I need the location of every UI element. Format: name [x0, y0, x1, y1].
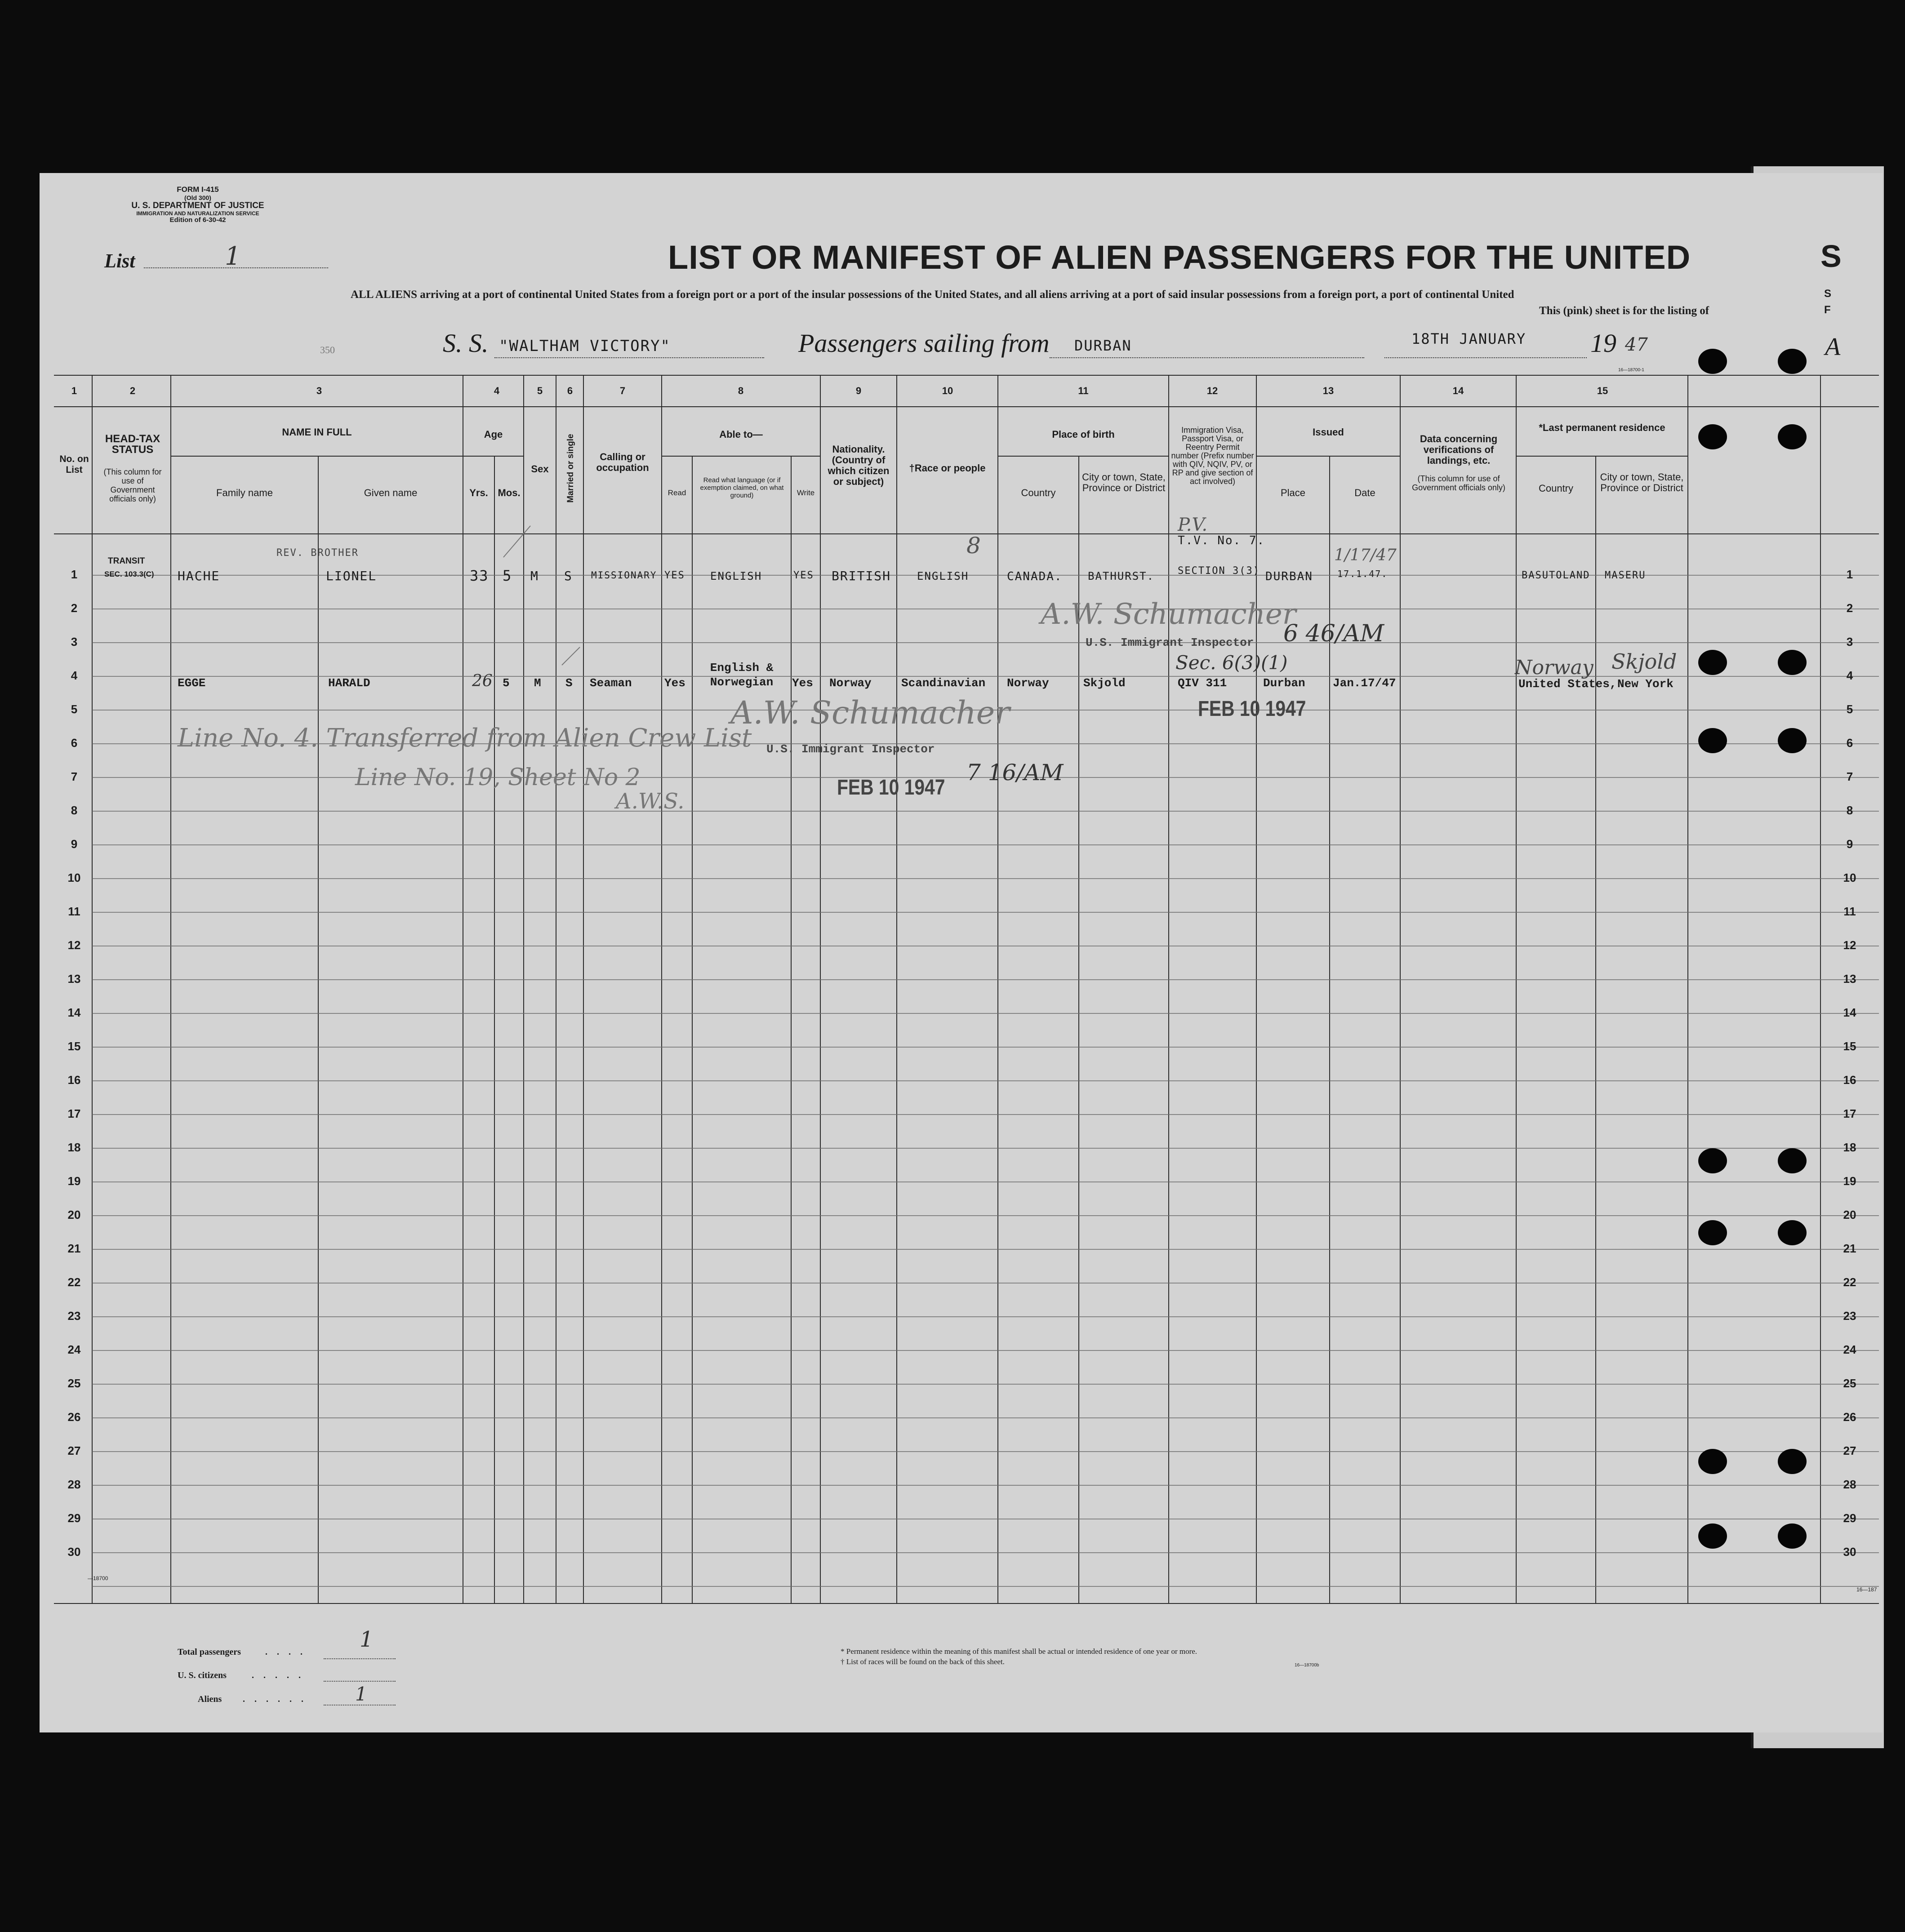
row-number-right: 17: [1843, 1107, 1856, 1120]
col-num-11: 11: [1078, 385, 1089, 396]
r1-age-mos: 5: [503, 567, 512, 584]
r1-nationality: BRITISH: [832, 568, 891, 583]
r4-residence-country: United States,: [1518, 677, 1617, 691]
r4-sex: M: [534, 676, 541, 690]
inspector-stamp-2: U.S. Immigrant Inspector: [766, 742, 935, 756]
col-num-2: 2: [129, 385, 136, 396]
r1-issued-date: 17.1.47.: [1337, 568, 1388, 579]
header-given-name: Given name: [364, 487, 418, 498]
row-number-right: 24: [1843, 1343, 1856, 1356]
header-yrs: Yrs.: [469, 487, 488, 498]
r4-birth-city: Skjold: [1083, 676, 1126, 690]
header-head-tax: HEAD-TAX STATUS: [105, 433, 160, 456]
row-number-right: 16: [1843, 1073, 1856, 1087]
right-page-letter: S: [1820, 239, 1842, 274]
inspector-stamp-1: U.S. Immigrant Inspector: [1086, 636, 1254, 649]
r4-given-name: HARALD: [328, 676, 370, 690]
r4-write: Yes: [792, 676, 813, 690]
row-number-right: 2: [1846, 601, 1853, 615]
right-page-line-2: F: [1824, 304, 1831, 316]
row-number-right: 8: [1846, 804, 1853, 817]
punch-hole: [1698, 1523, 1727, 1549]
header-name-in-full: NAME IN FULL: [282, 426, 352, 438]
row-number-right: 29: [1843, 1511, 1856, 1525]
row-number-left: 15: [67, 1039, 81, 1053]
row-number-right: 11: [1843, 905, 1856, 918]
r4-issued-date: Jan.17/47: [1333, 676, 1396, 690]
form-code: FORM I-415: [177, 185, 219, 194]
transfer-note-line: Line No. 19, Sheet No 2: [355, 764, 641, 791]
header-nationality: Nationality. (Country of which citizen or subject): [828, 444, 890, 487]
header-residence-city: City or town, State, Province or District: [1600, 471, 1684, 493]
r1-age-yrs: 33: [470, 567, 489, 584]
dots-3: . . . . . .: [243, 1694, 307, 1704]
edition: Edition of 6-30-42: [169, 216, 226, 224]
row-number-right: 22: [1843, 1275, 1856, 1289]
header-race: †Race or people: [909, 462, 986, 474]
row-number-left: 13: [67, 972, 81, 986]
header-married: Married or single: [566, 434, 575, 503]
col-num-1: 1: [71, 385, 77, 396]
row-number-right: 27: [1843, 1444, 1856, 1457]
r1-family-name: HACHE: [178, 568, 220, 583]
row-number-left: 1: [71, 568, 78, 581]
row-number-right: 15: [1843, 1039, 1856, 1053]
r4-residence-city: New York: [1617, 677, 1674, 691]
r1-birth-country: CANADA.: [1007, 570, 1063, 583]
date-stamp-2: FEB 10 1947: [837, 776, 945, 799]
header-birth-country: Country: [1021, 487, 1056, 498]
form-old: (Old 300): [184, 194, 211, 201]
header-read: Read: [668, 489, 686, 497]
col-num-13: 13: [1322, 385, 1334, 396]
header-sex: Sex: [531, 463, 549, 475]
punch-hole: [1778, 1220, 1807, 1245]
row-number-right: 7: [1846, 770, 1853, 783]
col-num-10: 10: [942, 385, 953, 396]
total-passengers-line: [324, 1658, 396, 1659]
row-number-left: 8: [71, 804, 78, 817]
punch-hole: [1778, 1523, 1807, 1549]
r4-age-yrs: 26: [472, 672, 493, 690]
r1-occupation: MISSIONARY: [591, 570, 657, 581]
footnote-code: 16—18700b: [1295, 1663, 1319, 1668]
r1-write: YES: [793, 570, 814, 581]
list-value: 1: [225, 242, 241, 271]
row-number-left: 23: [67, 1309, 81, 1323]
transfer-note-initials: A.W.S.: [616, 789, 685, 814]
header-visa: Immigration Visa, Passport Visa, or Reentry Permit number (Prefix number with QIV, NQIV, PV, or RP and give section of act involved): [1171, 426, 1254, 486]
signature-1: A.W. Schumacher: [1041, 598, 1296, 631]
row-number-right: 18: [1843, 1141, 1856, 1154]
row-number-left: 18: [67, 1141, 81, 1154]
inspection-time-1: 6 46/AM: [1283, 620, 1384, 647]
r1-visa-top: P.V.: [1178, 515, 1208, 535]
punch-hole: [1698, 1220, 1727, 1245]
header-birth-city: City or town, State, Province or District: [1082, 471, 1166, 493]
year-suffix: 47: [1625, 334, 1648, 355]
header-write: Write: [797, 489, 815, 497]
col-num-7: 7: [619, 385, 626, 396]
punch-hole: [1698, 1449, 1727, 1474]
dots-2: . . . . .: [252, 1670, 304, 1680]
form-number-right: 16—18700-1: [1618, 368, 1644, 373]
col-num-12: 12: [1206, 385, 1218, 396]
row-number-left: 22: [67, 1275, 81, 1289]
right-page-a: A: [1825, 333, 1841, 361]
row-number-left: 7: [71, 770, 78, 783]
r1-given-name: LIONEL: [326, 568, 377, 583]
col-num-8: 8: [738, 385, 744, 396]
us-citizens-label: U. S. citizens: [178, 1670, 227, 1680]
row-number-left: 17: [67, 1107, 81, 1120]
row-number-left: 4: [71, 669, 78, 682]
row-number-right: 26: [1843, 1410, 1856, 1424]
row-number-right: 13: [1843, 972, 1856, 986]
row-number-right: 9: [1846, 837, 1853, 851]
r4-language: English & Norwegian: [710, 661, 774, 689]
service: IMMIGRATION AND NATURALIZATION SERVICE: [136, 210, 259, 217]
r4-issued-place: Durban: [1263, 676, 1305, 690]
row-number-right: 4: [1846, 669, 1853, 682]
punch-hole: [1698, 424, 1727, 449]
total-passengers-value: 1: [360, 1627, 374, 1652]
ss-label: S. S.: [443, 329, 489, 358]
row-number-right: 1: [1846, 568, 1853, 581]
punch-hole: [1778, 1449, 1807, 1474]
footnote-races: † List of races will be found on the back of this sheet.: [841, 1657, 1005, 1666]
header-calling: Calling or occupation: [596, 451, 649, 473]
inspection-time-2: 7 16/AM: [966, 759, 1064, 786]
date-stamp-1: FEB 10 1947: [1198, 697, 1306, 721]
row-number-left: 5: [71, 702, 78, 716]
r4-marital: S: [565, 676, 573, 690]
r4-race: Scandinavian: [901, 676, 986, 690]
row-number-left: 6: [71, 736, 78, 750]
aliens-value: 1: [355, 1683, 367, 1705]
punch-hole: [1698, 1148, 1727, 1173]
row-number-right: 23: [1843, 1309, 1856, 1323]
ship-name: "WALTHAM VICTORY": [499, 337, 671, 355]
manifest-title: LIST OR MANIFEST OF ALIEN PASSENGERS FOR THE UNITED: [668, 239, 1691, 276]
row-number-left: 20: [67, 1208, 81, 1221]
us-citizens-line: [324, 1681, 396, 1682]
right-page-line-1: S: [1824, 288, 1832, 300]
punch-hole: [1698, 349, 1727, 374]
manifest-subtitle: ALL ALIENS arriving at a port of continental United States from a foreign port or a port of the insular possessions of the United States, and all aliens arriving at a port of said insular possessions from a foreign port, a port of continental United: [351, 289, 1514, 301]
row-number-right: 28: [1843, 1478, 1856, 1491]
row-number-left: 24: [67, 1343, 81, 1356]
header-verifications-note: (This column for use of Government officials only): [1412, 474, 1505, 492]
r4-residence-city-hand: Skjold: [1611, 649, 1677, 674]
row-number-left: 9: [71, 837, 78, 851]
header-no-on-list: No. on List: [59, 454, 89, 475]
pencil-note: 350: [320, 344, 335, 355]
form-number-bottom-right: 16—187: [1856, 1586, 1877, 1593]
row-number-left: 26: [67, 1410, 81, 1424]
row-number-left: 10: [67, 871, 81, 884]
row-number-right: 20: [1843, 1208, 1856, 1221]
header-residence-country: Country: [1538, 483, 1574, 494]
r1-marital: S: [564, 568, 573, 583]
header-able-to: Able to—: [719, 429, 763, 440]
r4-age-mos: 5: [503, 676, 510, 690]
transfer-note: Line No. 4. Transferred from Alien Crew List: [178, 724, 752, 753]
r1-issued-date-hand: 1/17/47: [1334, 546, 1397, 564]
row-number-right: 5: [1846, 702, 1853, 716]
header-issued-place: Place: [1280, 487, 1306, 498]
col-num-4: 4: [494, 385, 500, 396]
row-number-right: 21: [1843, 1242, 1856, 1255]
r1-visa-mid: T.V. No. 7.: [1178, 534, 1265, 547]
list-label: List: [104, 250, 135, 272]
row-number-left: 12: [67, 938, 81, 952]
row-number-left: 3: [71, 635, 78, 648]
r1-residence-city: MASERU: [1605, 570, 1646, 581]
r1-visa: SECTION 3(3): [1178, 565, 1260, 577]
header-language: Read what language (or if exemption claimed, on what ground): [700, 476, 784, 499]
r4-birth-country: Norway: [1007, 676, 1049, 690]
header-family-name: Family name: [216, 487, 273, 498]
header-issued-date: Date: [1354, 487, 1375, 498]
header-age: Age: [484, 429, 503, 440]
row-number-left: 29: [67, 1511, 81, 1525]
row-number-left: 30: [67, 1545, 81, 1559]
r1-race-mark: 8: [966, 533, 981, 559]
header-last-residence: *Last permanent residence: [1539, 422, 1665, 433]
punch-hole: [1698, 650, 1727, 675]
sailing-date: 18TH JANUARY: [1411, 330, 1527, 347]
punch-hole: [1778, 349, 1807, 374]
row-number-left: 2: [71, 601, 78, 615]
punch-hole: [1778, 728, 1807, 753]
header-place-of-birth: Place of birth: [1052, 429, 1115, 440]
col-num-9: 9: [855, 385, 862, 396]
row-number-left: 21: [67, 1242, 81, 1255]
r1-issued-place: DURBAN: [1265, 570, 1313, 583]
department: U. S. DEPARTMENT OF JUSTICE: [131, 201, 264, 210]
r4-residence-country-hand: Norway: [1515, 656, 1593, 679]
punch-hole: [1778, 1148, 1807, 1173]
row-number-right: 12: [1843, 938, 1856, 952]
sailing-label: Passengers sailing from: [798, 329, 1050, 358]
manifest-subtitle-2: This (pink) sheet is for the listing of: [1539, 305, 1709, 317]
r1-language: ENGLISH: [710, 570, 762, 582]
col-num-14: 14: [1452, 385, 1464, 396]
r4-read: Yes: [664, 676, 685, 690]
dots-1: . . . .: [265, 1647, 306, 1657]
row-number-left: 14: [67, 1006, 81, 1019]
col-num-15: 15: [1597, 385, 1608, 396]
aliens-label: Aliens: [198, 1694, 222, 1704]
r4-visa: QIV 311: [1178, 676, 1227, 690]
footnote-residence: * Permanent residence within the meaning of this manifest shall be actual or intended residence of one year or more.: [841, 1647, 1197, 1656]
signature-2: A.W. Schumacher: [730, 694, 1010, 731]
row-number-right: 19: [1843, 1174, 1856, 1188]
col-num-5: 5: [537, 385, 543, 396]
r4-nationality: Norway: [829, 676, 872, 690]
punch-hole: [1698, 728, 1727, 753]
r1-read: YES: [664, 570, 685, 581]
row-number-left: 25: [67, 1377, 81, 1390]
r1-race: ENGLISH: [917, 570, 969, 582]
row-number-right: 6: [1846, 736, 1853, 750]
row-number-left: 28: [67, 1478, 81, 1491]
form-number-bottom-left: —18700: [88, 1575, 108, 1581]
header-mos: Mos.: [498, 487, 521, 498]
r4-visa-hand: Sec. 6(3)(1): [1175, 652, 1288, 674]
punch-hole: [1778, 650, 1807, 675]
header-issued: Issued: [1313, 426, 1344, 438]
header-head-tax-note: (This column for use of Government officials only): [103, 467, 162, 503]
header-verifications: Data concerning verifications of landings, etc.: [1420, 433, 1498, 466]
row-number-right: 10: [1843, 871, 1856, 884]
row-number-left: 16: [67, 1073, 81, 1087]
row-number-left: 19: [67, 1174, 81, 1188]
r1-residence-country: BASUTOLAND: [1522, 570, 1590, 581]
row-number-left: 27: [67, 1444, 81, 1457]
r4-occupation: Seaman: [590, 676, 632, 690]
punch-hole: [1778, 424, 1807, 449]
col-num-6: 6: [567, 385, 573, 396]
r1-title-note: REV. BROTHER: [276, 547, 359, 559]
row-number-right: 30: [1843, 1545, 1856, 1559]
row-number-right: 3: [1846, 635, 1853, 648]
r4-family-name: EGGE: [178, 676, 206, 690]
col-num-3: 3: [316, 385, 322, 396]
r1-status-1: TRANSIT: [108, 556, 145, 566]
total-passengers-label: Total passengers: [178, 1647, 241, 1657]
r1-birth-city: BATHURST.: [1088, 570, 1155, 582]
departure-port: DURBAN: [1074, 337, 1132, 354]
row-number-left: 11: [68, 905, 80, 918]
row-number-right: 25: [1843, 1377, 1856, 1390]
row-number-right: 14: [1843, 1006, 1856, 1019]
r1-status-2: SEC. 103.3(C): [104, 570, 154, 578]
year-prefix: 19: [1590, 329, 1616, 358]
r1-sex: M: [530, 568, 539, 583]
